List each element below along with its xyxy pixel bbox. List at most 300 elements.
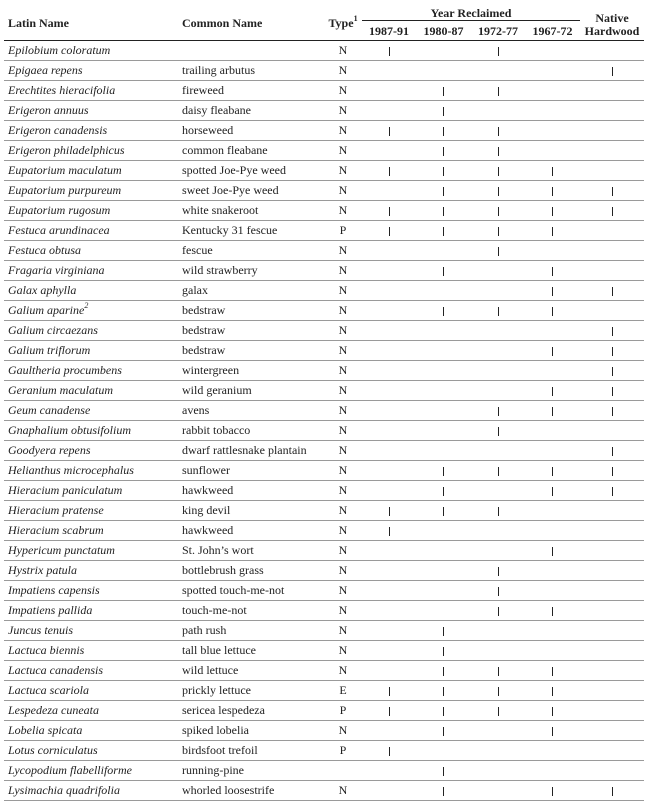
- year-presence-cell: [471, 661, 525, 681]
- year-presence-cell: [416, 541, 471, 561]
- year-presence-cell: [416, 121, 471, 141]
- latin-name-text: Lobelia spicata: [8, 723, 83, 737]
- year-presence-cell: [416, 501, 471, 521]
- native-hardwood-cell: [580, 381, 644, 401]
- year-presence-cell: [416, 681, 471, 701]
- latin-name-cell: [4, 621, 178, 641]
- table-row: [4, 41, 644, 61]
- presence-mark: [612, 187, 613, 196]
- year-presence-cell: [525, 341, 580, 361]
- table-row: [4, 401, 644, 421]
- native-hardwood-cell: [580, 701, 644, 721]
- common-name-cell: bottlebrush grass: [178, 561, 324, 581]
- common-name-cell: sunflower: [178, 461, 324, 481]
- year-presence-cell: [471, 641, 525, 661]
- year-presence-cell: [471, 301, 525, 321]
- common-name-cell: daisy fleabane: [178, 101, 324, 121]
- year-presence-cell: [362, 581, 416, 601]
- year-presence-cell: [471, 341, 525, 361]
- presence-mark: [612, 207, 613, 216]
- common-name-cell: wintergreen: [178, 361, 324, 381]
- table-row: [4, 121, 644, 141]
- latin-name-text: Galium aparine: [8, 303, 85, 317]
- year-presence-cell: [525, 521, 580, 541]
- type-cell: P: [324, 221, 362, 241]
- latin-name-text: Erechtites hieracifolia: [8, 83, 116, 97]
- year-presence-cell: [416, 641, 471, 661]
- latin-name-cell: [4, 241, 178, 261]
- year-presence-cell: [416, 181, 471, 201]
- year-presence-cell: [362, 601, 416, 621]
- native-hardwood-header: [580, 6, 644, 41]
- year-presence-cell: [471, 241, 525, 261]
- period-header: 1967-72: [525, 21, 580, 41]
- year-presence-cell: [525, 281, 580, 301]
- presence-mark: [498, 687, 499, 696]
- table-row: [4, 221, 644, 241]
- presence-mark: [552, 167, 553, 176]
- presence-mark: [552, 547, 553, 556]
- table-header: [4, 6, 644, 41]
- table-row: [4, 681, 644, 701]
- year-presence-cell: [416, 81, 471, 101]
- year-presence-cell: [416, 721, 471, 741]
- table-row: [4, 641, 644, 661]
- latin-name-cell: [4, 321, 178, 341]
- year-presence-cell: [416, 701, 471, 721]
- latin-name-cell: [4, 261, 178, 281]
- year-presence-cell: [416, 341, 471, 361]
- year-presence-cell: [362, 701, 416, 721]
- table-row: [4, 601, 644, 621]
- native-hardwood-cell: [580, 421, 644, 441]
- latin-name-cell: [4, 281, 178, 301]
- type-cell: N: [324, 161, 362, 181]
- table-row: [4, 381, 644, 401]
- native-hardwood-cell: [580, 241, 644, 261]
- year-presence-cell: [362, 561, 416, 581]
- type-cell: N: [324, 581, 362, 601]
- common-name-cell: galax: [178, 281, 324, 301]
- year-presence-cell: [525, 221, 580, 241]
- common-name-cell: hawkweed: [178, 481, 324, 501]
- type-cell: N: [324, 621, 362, 641]
- year-presence-cell: [471, 561, 525, 581]
- presence-mark: [443, 227, 444, 236]
- presence-mark: [552, 347, 553, 356]
- native-hardwood-cell: [580, 341, 644, 361]
- native-hardwood-cell: [580, 721, 644, 741]
- latin-name-text: Festuca arundinacea: [8, 223, 110, 237]
- year-presence-cell: [362, 201, 416, 221]
- year-presence-cell: [471, 501, 525, 521]
- year-presence-cell: [525, 141, 580, 161]
- table-row: [4, 541, 644, 561]
- latin-name-cell: [4, 721, 178, 741]
- latin-name-cell: [4, 381, 178, 401]
- latin-name-cell: [4, 301, 178, 321]
- common-name-cell: touch-me-not: [178, 601, 324, 621]
- type-header-label: Type: [328, 15, 354, 30]
- year-presence-cell: [362, 521, 416, 541]
- native-hardwood-cell: [580, 581, 644, 601]
- type-cell: N: [324, 321, 362, 341]
- type-cell: N: [324, 441, 362, 461]
- table-row: [4, 161, 644, 181]
- year-presence-cell: [471, 201, 525, 221]
- common-name-cell: tall blue lettuce: [178, 641, 324, 661]
- common-name-cell: running-pine: [178, 761, 324, 781]
- year-presence-cell: [416, 421, 471, 441]
- year-presence-cell: [471, 141, 525, 161]
- presence-mark: [443, 467, 444, 476]
- table-row: [4, 181, 644, 201]
- year-presence-cell: [525, 361, 580, 381]
- year-presence-cell: [471, 41, 525, 61]
- common-name-header: Common Name: [178, 6, 324, 41]
- presence-mark: [498, 167, 499, 176]
- year-presence-cell: [362, 501, 416, 521]
- common-name-cell: Kentucky 31 fescue: [178, 221, 324, 241]
- year-presence-cell: [471, 381, 525, 401]
- year-presence-cell: [525, 581, 580, 601]
- year-presence-cell: [416, 41, 471, 61]
- latin-name-cell: [4, 101, 178, 121]
- presence-mark: [498, 207, 499, 216]
- common-name-cell: rabbit tobacco: [178, 421, 324, 441]
- presence-mark: [389, 127, 390, 136]
- year-presence-cell: [471, 181, 525, 201]
- presence-mark: [389, 227, 390, 236]
- year-presence-cell: [471, 601, 525, 621]
- native-hardwood-cell: [580, 221, 644, 241]
- presence-mark: [443, 307, 444, 316]
- presence-mark: [552, 307, 553, 316]
- native-hardwood-cell: [580, 621, 644, 641]
- common-name-cell: spotted touch-me-not: [178, 581, 324, 601]
- latin-name-text: Galium circaezans: [8, 323, 98, 337]
- year-presence-cell: [362, 341, 416, 361]
- year-presence-cell: [471, 681, 525, 701]
- type-cell: N: [324, 661, 362, 681]
- year-presence-cell: [416, 101, 471, 121]
- table-row: [4, 441, 644, 461]
- year-presence-cell: [416, 601, 471, 621]
- latin-name-text: Lotus corniculatus: [8, 743, 98, 757]
- year-presence-cell: [471, 781, 525, 801]
- latin-name-text: Hieracium scabrum: [8, 523, 104, 537]
- common-name-cell: dwarf rattlesnake plantain: [178, 441, 324, 461]
- year-presence-cell: [525, 641, 580, 661]
- year-presence-cell: [416, 301, 471, 321]
- table-row: [4, 461, 644, 481]
- year-presence-cell: [525, 401, 580, 421]
- type-cell: N: [324, 241, 362, 261]
- presence-mark: [612, 67, 613, 76]
- year-presence-cell: [525, 121, 580, 141]
- year-presence-cell: [471, 621, 525, 641]
- year-presence-cell: [362, 61, 416, 81]
- presence-mark: [389, 167, 390, 176]
- year-presence-cell: [362, 241, 416, 261]
- year-presence-cell: [362, 781, 416, 801]
- latin-name-text: Impatiens pallida: [8, 603, 93, 617]
- latin-name-text: Erigeron philadelphicus: [8, 143, 125, 157]
- latin-name-text: Galium triflorum: [8, 343, 91, 357]
- year-presence-cell: [525, 601, 580, 621]
- year-presence-cell: [471, 521, 525, 541]
- latin-name-text: Epigaea repens: [8, 63, 83, 77]
- type-cell: E: [324, 681, 362, 701]
- year-presence-cell: [525, 381, 580, 401]
- latin-name-cell: [4, 441, 178, 461]
- common-name-cell: spotted Joe-Pye weed: [178, 161, 324, 181]
- common-name-cell: avens: [178, 401, 324, 421]
- presence-mark: [498, 607, 499, 616]
- type-cell: N: [324, 561, 362, 581]
- year-presence-cell: [362, 221, 416, 241]
- year-presence-cell: [362, 101, 416, 121]
- year-presence-cell: [471, 261, 525, 281]
- year-presence-cell: [471, 481, 525, 501]
- latin-name-text: Lespedeza cuneata: [8, 703, 99, 717]
- latin-name-text: Lactuca biennis: [8, 643, 85, 657]
- presence-mark: [443, 87, 444, 96]
- latin-name-text: Erigeron canadensis: [8, 123, 108, 137]
- type-cell: N: [324, 641, 362, 661]
- native-hardwood-cell: [580, 301, 644, 321]
- presence-mark: [443, 167, 444, 176]
- year-presence-cell: [525, 481, 580, 501]
- presence-mark: [443, 507, 444, 516]
- presence-mark: [552, 187, 553, 196]
- year-presence-cell: [525, 681, 580, 701]
- year-presence-cell: [525, 741, 580, 761]
- year-presence-cell: [525, 241, 580, 261]
- type-cell: N: [324, 281, 362, 301]
- latin-name-text: Eupatorium purpureum: [8, 183, 122, 197]
- native-hardwood-cell: [580, 181, 644, 201]
- latin-name-text: Galax aphylla: [8, 283, 77, 297]
- year-presence-cell: [471, 701, 525, 721]
- table-row: [4, 301, 644, 321]
- species-table: [4, 6, 644, 801]
- type-cell: N: [324, 121, 362, 141]
- common-name-cell: wild geranium: [178, 381, 324, 401]
- latin-name-cell: [4, 401, 178, 421]
- native-hardwood-cell: [580, 441, 644, 461]
- latin-name-header: Latin Name: [4, 6, 178, 41]
- table-row: [4, 281, 644, 301]
- presence-mark: [498, 47, 499, 56]
- native-hardwood-cell: [580, 361, 644, 381]
- year-presence-cell: [416, 521, 471, 541]
- table-row: [4, 561, 644, 581]
- type-cell: N: [324, 81, 362, 101]
- presence-mark: [443, 127, 444, 136]
- year-presence-cell: [471, 401, 525, 421]
- year-presence-cell: [525, 701, 580, 721]
- latin-name-cell: [4, 61, 178, 81]
- presence-mark: [552, 407, 553, 416]
- type-cell: N: [324, 301, 362, 321]
- common-name-cell: prickly lettuce: [178, 681, 324, 701]
- year-presence-cell: [525, 541, 580, 561]
- year-presence-cell: [416, 261, 471, 281]
- presence-mark: [612, 327, 613, 336]
- native-hardwood-line1: Native: [595, 11, 629, 25]
- latin-name-cell: [4, 181, 178, 201]
- native-hardwood-cell: [580, 401, 644, 421]
- common-name-cell: fescue: [178, 241, 324, 261]
- table-row: [4, 81, 644, 101]
- year-presence-cell: [471, 721, 525, 741]
- common-name-cell: trailing arbutus: [178, 61, 324, 81]
- year-presence-cell: [471, 541, 525, 561]
- latin-name-text: Hystrix patula: [8, 563, 77, 577]
- year-presence-cell: [471, 61, 525, 81]
- table-row: [4, 341, 644, 361]
- year-presence-cell: [525, 201, 580, 221]
- year-presence-cell: [525, 501, 580, 521]
- presence-mark: [612, 387, 613, 396]
- native-hardwood-cell: [580, 101, 644, 121]
- type-cell: N: [324, 781, 362, 801]
- presence-mark: [552, 227, 553, 236]
- year-presence-cell: [362, 181, 416, 201]
- year-presence-cell: [416, 241, 471, 261]
- type-cell: N: [324, 61, 362, 81]
- presence-mark: [443, 207, 444, 216]
- native-hardwood-cell: [580, 681, 644, 701]
- presence-mark: [552, 607, 553, 616]
- year-presence-cell: [471, 421, 525, 441]
- presence-mark: [552, 687, 553, 696]
- common-name-cell: St. John’s wort: [178, 541, 324, 561]
- year-presence-cell: [416, 561, 471, 581]
- presence-mark: [443, 767, 444, 776]
- year-presence-cell: [362, 641, 416, 661]
- native-hardwood-cell: [580, 81, 644, 101]
- table-row: [4, 661, 644, 681]
- native-hardwood-cell: [580, 41, 644, 61]
- year-presence-cell: [471, 161, 525, 181]
- year-presence-cell: [471, 101, 525, 121]
- latin-name-cell: [4, 701, 178, 721]
- latin-name-text: Lysimachia quadrifolia: [8, 783, 120, 797]
- type-cell: N: [324, 381, 362, 401]
- native-hardwood-cell: [580, 541, 644, 561]
- latin-name-text: Helianthus microcephalus: [8, 463, 134, 477]
- year-presence-cell: [525, 561, 580, 581]
- presence-mark: [498, 307, 499, 316]
- latin-name-cell: [4, 581, 178, 601]
- native-hardwood-cell: [580, 601, 644, 621]
- latin-name-cell: [4, 221, 178, 241]
- latin-name-text: Festuca obtusa: [8, 243, 81, 257]
- presence-mark: [498, 187, 499, 196]
- presence-mark: [443, 667, 444, 676]
- latin-name-cell: [4, 121, 178, 141]
- type-cell: N: [324, 541, 362, 561]
- year-presence-cell: [416, 61, 471, 81]
- latin-name-text: Erigeron annuus: [8, 103, 89, 117]
- type-cell: N: [324, 201, 362, 221]
- latin-name-cell: [4, 601, 178, 621]
- year-presence-cell: [362, 661, 416, 681]
- presence-mark: [443, 647, 444, 656]
- year-presence-cell: [525, 81, 580, 101]
- latin-name-cell: [4, 521, 178, 541]
- presence-mark: [389, 687, 390, 696]
- table-row: [4, 261, 644, 281]
- presence-mark: [389, 47, 390, 56]
- year-presence-cell: [416, 141, 471, 161]
- latin-name-cell: [4, 661, 178, 681]
- native-hardwood-cell: [580, 201, 644, 221]
- year-presence-cell: [362, 261, 416, 281]
- year-presence-cell: [362, 41, 416, 61]
- latin-name-text: Fragaria virginiana: [8, 263, 105, 277]
- native-hardwood-cell: [580, 661, 644, 681]
- presence-mark: [552, 287, 553, 296]
- year-presence-cell: [525, 781, 580, 801]
- year-presence-cell: [416, 621, 471, 641]
- presence-mark: [389, 527, 390, 536]
- year-presence-cell: [362, 621, 416, 641]
- common-name-cell: birdsfoot trefoil: [178, 741, 324, 761]
- table-row: [4, 501, 644, 521]
- presence-mark: [552, 387, 553, 396]
- year-presence-cell: [362, 421, 416, 441]
- type-cell: P: [324, 741, 362, 761]
- native-hardwood-cell: [580, 741, 644, 761]
- table-row: [4, 621, 644, 641]
- type-footnote-marker: 1: [353, 13, 358, 23]
- year-presence-cell: [416, 361, 471, 381]
- presence-mark: [443, 787, 444, 796]
- year-presence-cell: [416, 321, 471, 341]
- native-hardwood-cell: [580, 481, 644, 501]
- year-presence-cell: [362, 741, 416, 761]
- latin-name-cell: [4, 541, 178, 561]
- year-presence-cell: [416, 481, 471, 501]
- year-presence-cell: [362, 121, 416, 141]
- table-row: [4, 781, 644, 801]
- type-cell: N: [324, 261, 362, 281]
- type-cell: N: [324, 481, 362, 501]
- latin-name-cell: [4, 421, 178, 441]
- presence-mark: [612, 447, 613, 456]
- table-row: [4, 361, 644, 381]
- presence-mark: [389, 747, 390, 756]
- year-presence-cell: [362, 681, 416, 701]
- presence-mark: [612, 467, 613, 476]
- year-presence-cell: [525, 181, 580, 201]
- year-presence-cell: [525, 321, 580, 341]
- latin-name-text: Impatiens capensis: [8, 583, 100, 597]
- presence-mark: [552, 727, 553, 736]
- common-name-cell: fireweed: [178, 81, 324, 101]
- period-header: 1987-91: [362, 21, 416, 41]
- common-name-cell: bedstraw: [178, 341, 324, 361]
- latin-name-cell: [4, 361, 178, 381]
- presence-mark: [443, 707, 444, 716]
- presence-mark: [389, 507, 390, 516]
- presence-mark: [498, 667, 499, 676]
- type-cell: P: [324, 701, 362, 721]
- latin-name-text: Juncus tenuis: [8, 623, 73, 637]
